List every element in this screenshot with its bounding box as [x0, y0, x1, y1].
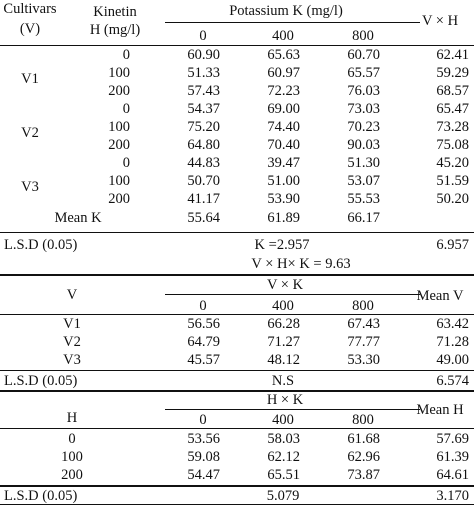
vxh-cell: 45.20 — [436, 155, 469, 171]
k-level-0-header: 0 — [199, 412, 207, 428]
header-rule — [0, 314, 474, 315]
lsd-mean-value: 6.574 — [436, 373, 469, 389]
mean-v-header: Mean V — [416, 288, 464, 304]
k-level-400-header: 400 — [272, 28, 294, 44]
vxk-header: V × K — [266, 277, 304, 293]
k-level-400-header: 400 — [272, 412, 294, 428]
value-cell: 70.23 — [347, 119, 380, 135]
value-cell: 76.03 — [347, 83, 380, 99]
value-cell: 51.33 — [187, 65, 220, 81]
value-cell: 53.30 — [347, 352, 380, 368]
value-cell: 45.57 — [187, 352, 220, 368]
value-cell: 56.56 — [187, 316, 220, 332]
kinetin-cell: 200 — [108, 137, 130, 153]
value-cell: 53.56 — [187, 431, 220, 447]
value-cell: 51.30 — [347, 155, 380, 171]
value-cell: 69.00 — [267, 101, 300, 117]
value-cell: 71.27 — [267, 334, 300, 350]
value-cell: 74.40 — [267, 119, 300, 135]
mean-k-cell: 66.17 — [347, 210, 380, 226]
section-rule — [0, 390, 474, 392]
mean-k-cell: 55.64 — [187, 210, 220, 226]
v-label: V1 — [63, 316, 81, 332]
bottom-rule — [0, 504, 474, 505]
kinetin-cell: 200 — [108, 83, 130, 99]
value-cell: 60.97 — [267, 65, 300, 81]
lsd-label: L.S.D (0.05) — [4, 373, 78, 389]
value-cell: 48.12 — [267, 352, 300, 368]
kinetin-cell: 100 — [108, 173, 130, 189]
potassium-header: Potassium K (mg/l) — [229, 3, 343, 19]
cultivars-header-unit: (V) — [19, 21, 41, 37]
value-cell: 61.68 — [347, 431, 380, 447]
value-cell: 65.57 — [347, 65, 380, 81]
header-rule — [0, 428, 474, 429]
value-cell: 59.08 — [187, 449, 220, 465]
value-cell: 39.47 — [267, 155, 300, 171]
hxk-header-rule — [165, 409, 420, 410]
value-cell: 73.87 — [347, 467, 380, 483]
table-rule — [0, 485, 474, 487]
value-cell: 70.40 — [267, 137, 300, 153]
value-cell: 41.17 — [187, 191, 220, 207]
lsd-mean-value: 3.170 — [436, 488, 469, 504]
lsd-interaction-value: 5.079 — [266, 488, 300, 504]
lsd-label: L.S.D (0.05) — [4, 237, 78, 253]
value-cell: 62.96 — [347, 449, 380, 465]
cultivar-label: V3 — [21, 179, 39, 195]
kinetin-cell: 200 — [108, 191, 130, 207]
vxh-cell: 75.08 — [436, 137, 469, 153]
kinetin-header: Kinetin — [93, 4, 137, 20]
table-rule — [0, 370, 474, 371]
value-cell: 53.07 — [347, 173, 380, 189]
k-level-800-header: 800 — [352, 28, 374, 44]
value-cell: 60.90 — [187, 47, 220, 63]
kinetin-header-unit: H (mg/l) — [89, 22, 141, 38]
value-cell: 64.80 — [187, 137, 220, 153]
h-header: H — [66, 410, 78, 426]
mean-v-cell: 49.00 — [436, 352, 469, 368]
value-cell: 60.70 — [347, 47, 380, 63]
mean-h-header: Mean H — [416, 402, 464, 418]
value-cell: 66.28 — [267, 316, 300, 332]
k-level-0-header: 0 — [199, 28, 207, 44]
mean-h-cell: 61.39 — [436, 449, 469, 465]
mean-h-cell: 57.69 — [436, 431, 469, 447]
vxk-header-rule — [165, 294, 420, 295]
mean-v-cell: 71.28 — [436, 334, 469, 350]
value-cell: 54.47 — [187, 467, 220, 483]
value-cell: 75.20 — [187, 119, 220, 135]
k-level-0-header: 0 — [199, 298, 207, 314]
lsd-label: L.S.D (0.05) — [4, 488, 78, 504]
kinetin-cell: 100 — [108, 119, 130, 135]
kinetin-cell: 0 — [122, 101, 130, 117]
potassium-header-rule — [165, 22, 420, 23]
vxh-cell: 62.41 — [436, 47, 469, 63]
value-cell: 53.90 — [267, 191, 300, 207]
lsd-interaction-value: N.S — [271, 373, 295, 389]
v-header: V — [66, 287, 78, 303]
mean-k-cell: 61.89 — [267, 210, 300, 226]
k-level-800-header: 800 — [352, 298, 374, 314]
value-cell: 77.77 — [347, 334, 380, 350]
kinetin-cell: 100 — [108, 65, 130, 81]
mean-h-cell: 64.61 — [436, 467, 469, 483]
value-cell: 58.03 — [267, 431, 300, 447]
value-cell: 67.43 — [347, 316, 380, 332]
vxh-cell: 50.20 — [436, 191, 469, 207]
cultivar-label: V2 — [21, 125, 39, 141]
header-rule — [0, 45, 474, 46]
vxh-header: V × H — [421, 13, 459, 29]
kinetin-cell: 0 — [122, 47, 130, 63]
value-cell: 55.53 — [347, 191, 380, 207]
value-cell: 62.12 — [267, 449, 300, 465]
kinetin-cell: 0 — [122, 155, 130, 171]
value-cell: 51.00 — [267, 173, 300, 189]
h-label: 200 — [61, 467, 83, 483]
lsd-vxhxk-value: V × H× K = 9.63 — [251, 256, 351, 272]
value-cell: 54.37 — [187, 101, 220, 117]
value-cell: 73.03 — [347, 101, 380, 117]
mean-v-cell: 63.42 — [436, 316, 469, 332]
value-cell: 44.83 — [187, 155, 220, 171]
value-cell: 72.23 — [267, 83, 300, 99]
v-label: V3 — [63, 352, 81, 368]
lsd-vxh-value: 6.957 — [436, 237, 469, 253]
h-label: 100 — [61, 449, 83, 465]
value-cell: 50.70 — [187, 173, 220, 189]
value-cell: 90.03 — [347, 137, 380, 153]
vxh-cell: 65.47 — [436, 101, 469, 117]
cultivar-label: V1 — [21, 71, 39, 87]
value-cell: 64.79 — [187, 334, 220, 350]
value-cell: 65.63 — [267, 47, 300, 63]
vxh-cell: 68.57 — [436, 83, 469, 99]
cultivars-header: Cultivars — [3, 1, 57, 17]
lsd-k-value: K =2.957 — [254, 237, 310, 253]
h-label: 0 — [68, 431, 76, 447]
value-cell: 65.51 — [267, 467, 300, 483]
k-level-800-header: 800 — [352, 412, 374, 428]
vxh-cell: 73.28 — [436, 119, 469, 135]
v-label: V2 — [63, 334, 81, 350]
value-cell: 57.43 — [187, 83, 220, 99]
table-rule — [0, 232, 474, 233]
section-rule — [0, 274, 474, 276]
vxh-cell: 59.29 — [436, 65, 469, 81]
k-level-400-header: 400 — [272, 298, 294, 314]
mean-k-label: Mean K — [54, 210, 102, 226]
vxh-cell: 51.59 — [436, 173, 469, 189]
hxk-header: H × K — [266, 392, 304, 408]
